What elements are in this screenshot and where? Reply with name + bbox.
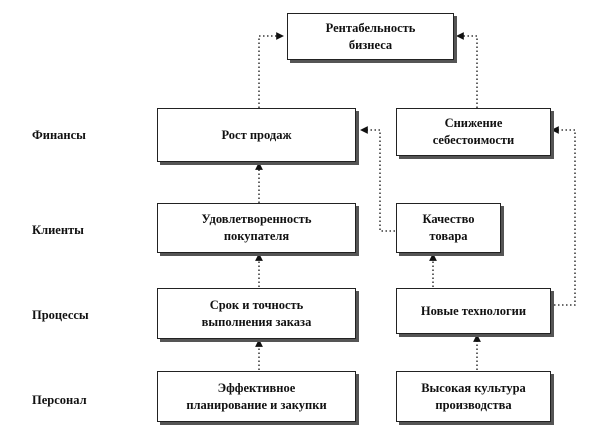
- node-customer-satisfaction: [157, 203, 356, 253]
- node-effective-planning-label: Эффективное планирование и закупки: [186, 380, 327, 412]
- node-cost-reduction: [396, 108, 551, 156]
- node-profitability: [287, 13, 454, 60]
- node-new-technologies: [396, 288, 551, 334]
- node-production-culture: [396, 371, 551, 422]
- node-new-technologies-label: Новые технологии: [420, 303, 527, 318]
- node-production-culture-label: Высокая культура производства: [421, 380, 526, 412]
- arrow-quality-to-sales: [361, 130, 395, 231]
- node-order-timeliness-label: Срок и точность выполнения заказа: [201, 297, 312, 329]
- node-effective-planning: [157, 371, 356, 422]
- node-product-quality-label: Качество товара: [422, 212, 475, 243]
- node-order-timeliness: [157, 288, 356, 339]
- level-label-clients: Клиенты: [32, 223, 84, 237]
- node-cost-reduction-label: Снижение себестоимости: [432, 116, 515, 147]
- node-profitability-label: Рентабельность бизнеса: [325, 20, 416, 52]
- level-label-finance: Финансы: [32, 128, 86, 142]
- level-label-personnel: Персонал: [32, 393, 87, 407]
- node-customer-satisfaction-label: Удовлетворенность покупателя: [201, 212, 312, 243]
- level-label-processes: Процессы: [32, 308, 89, 322]
- node-sales-growth-label: Рост продаж: [221, 127, 292, 142]
- arrow-sales-to-profitability: [259, 36, 283, 108]
- arrow-cost-to-profitability: [457, 36, 477, 108]
- node-product-quality: [396, 203, 501, 253]
- arrow-technologies-to-cost: [552, 130, 575, 305]
- node-sales-growth: [157, 108, 356, 162]
